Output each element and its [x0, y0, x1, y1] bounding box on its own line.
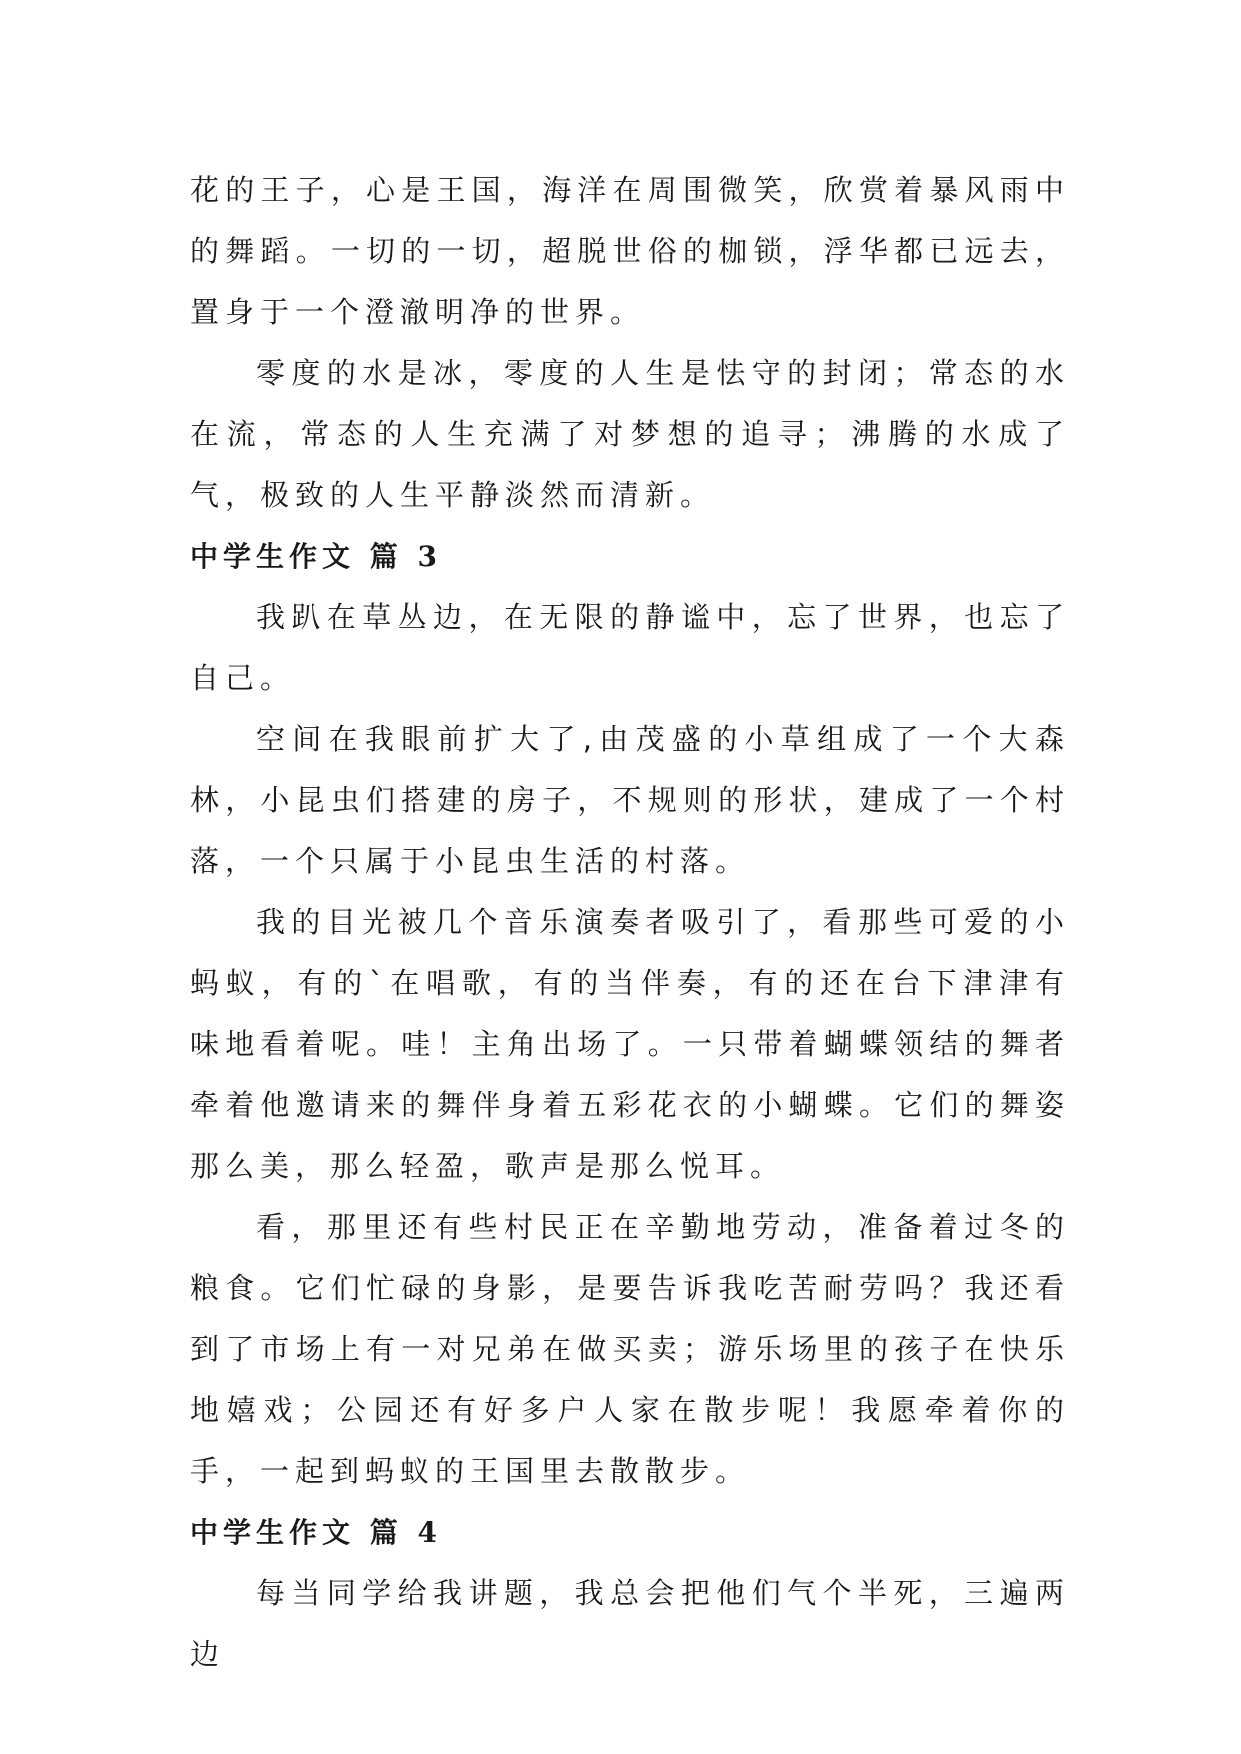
paragraph: 我的目光被几个音乐演奏者吸引了，看那些可爱的小蚂蚁，有的`在唱歌，有的当伴奏，有的还在台下津津有味地看着呢。哇！主角出场了。一只带着蝴蝶领结的舞者牵着他邀请来的舞伴身着五彩花衣的小蝴蝶。它们的舞姿那么美，那么轻盈，歌声是那么悦耳。 [190, 905, 1070, 1183]
section-heading: 中学生作文 篇 4 [190, 1516, 442, 1549]
paragraph: 每当同学给我讲题，我总会把他们气个半死，三遍两边 [190, 1576, 1070, 1671]
paragraph: 花的王子，心是王国，海洋在周围微笑，欣赏着暴风雨中的舞蹈。一切的一切，超脱世俗的枷锁，浮华都已远去，置身于一个澄澈明净的世界。 [190, 173, 1070, 329]
paragraph: 零度的水是冰，零度的人生是怯守的封闭；常态的水在流，常态的人生充满了对梦想的追寻；沸腾的水成了气，极致的人生平静淡然而清新。 [190, 356, 1070, 512]
paragraph: 我趴在草丛边，在无限的静谧中，忘了世界，也忘了自己。 [190, 600, 1070, 695]
paragraph: 看，那里还有些村民正在辛勤地劳动，准备着过冬的粮食。它们忙碌的身影，是要告诉我吃苦耐劳吗？我还看到了市场上有一对兄弟在做买卖；游乐场里的孩子在快乐地嬉戏；公园还有好多户人家在散步呢！我愿牵着你的手，一起到蚂蚁的王国里去散散步。 [190, 1210, 1070, 1488]
section-heading: 中学生作文 篇 3 [190, 540, 442, 573]
document-body [190, 160, 1070, 1685]
paragraph: 空间在我眼前扩大了,由茂盛的小草组成了一个大森林，小昆虫们搭建的房子，不规则的形状，建成了一个村落，一个只属于小昆虫生活的村落。 [190, 722, 1070, 878]
